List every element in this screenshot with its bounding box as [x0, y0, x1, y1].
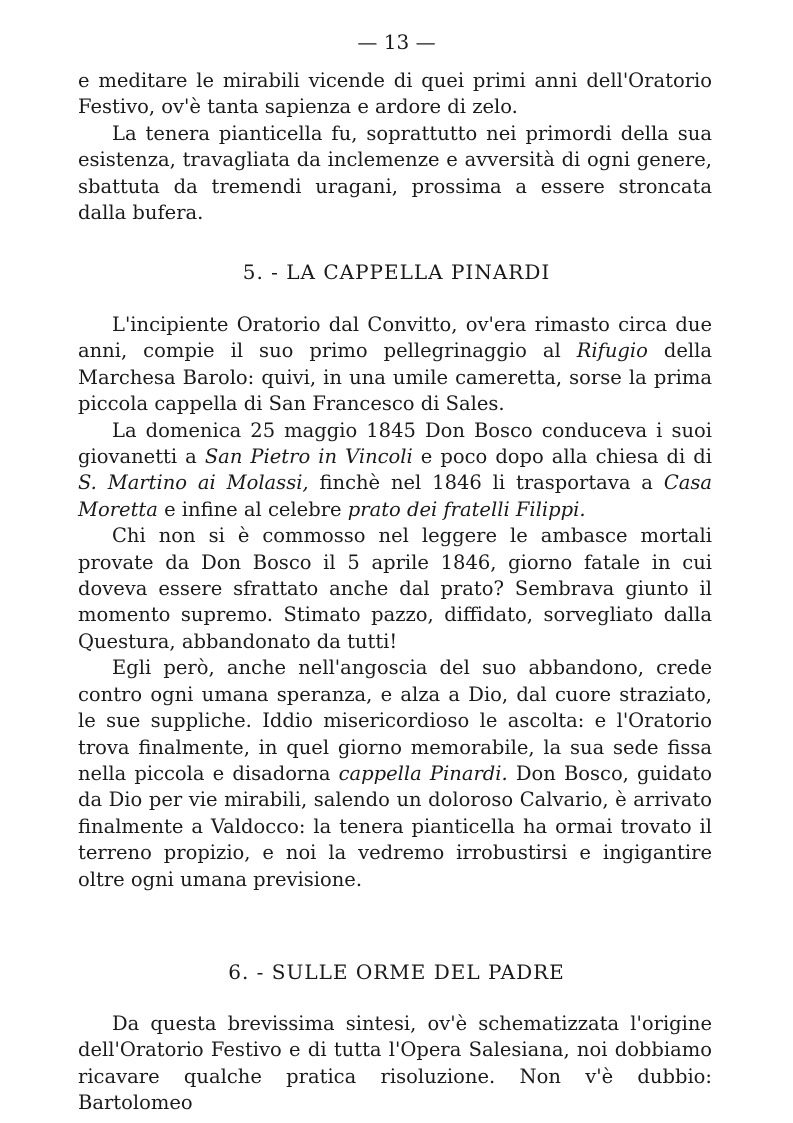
italic-prato: prato dei fratelli Filippi.	[347, 497, 586, 521]
text-run: e infine al celebre	[157, 497, 348, 521]
text-run: Don Bosco, guidato da Dio per vie mirabili, salendo un doloroso Calvario, è arrivato finalmente a Valdocco: la tenera pianticella ha ormai trovato il terreno propizio, e noi la vedremo irrobustirsi e ingigantire oltre ogni umana previsione.	[78, 761, 712, 891]
section-5-paragraph-4	[78, 655, 712, 893]
section-5-heading: 5. - LA CAPPELLA PINARDI	[242, 260, 551, 284]
italic-cappella-pinardi: cappella Pinardi.	[338, 761, 508, 785]
text-run: e poco dopo alla chiesa di di	[412, 445, 712, 469]
section-5-paragraph-3: Chi non si è commosso nel leggere le ambasce mortali provate da Don Bosco il 5 aprile 1846, giorno fatale in cui doveva essere sfrattato anche dal prato? Sembrava giunto il momento supremo. Stimato pazzo, diffidato, sorvegliato dalla Questura, abbandonato da tutti!	[78, 524, 712, 653]
text-run: L'incipiente Oratorio dal Convitto, ov'era rimasto circa due anni, compie il suo primo pellegrinaggio al	[78, 313, 712, 363]
italic-san-pietro: San Pietro in Vincoli	[204, 445, 413, 469]
text-run: finchè nel 1846 li trasportava a	[308, 471, 664, 495]
section-6-body	[78, 1011, 712, 1117]
page-number: — 13 —	[357, 30, 436, 54]
section-5-paragraph-1	[78, 312, 712, 418]
italic-casa-moretta: Casa Moretta	[78, 471, 712, 521]
section-5-paragraph-2	[78, 418, 712, 524]
section-5-body	[78, 312, 712, 893]
italic-san-martino: S. Martino ai Molassi,	[78, 471, 309, 495]
intro-text	[78, 68, 712, 226]
section-6-heading: 6. - SULLE ORME DEL PADRE	[228, 960, 565, 984]
text-run: La domenica 25 maggio 1845 Don Bosco conduceva i suoi giovanetti a	[78, 418, 712, 469]
text-run: della Marchesa Barolo: quivi, in una umile cameretta, sorse la prima piccola cappella di San Francesco di Sales.	[78, 339, 712, 416]
section-6-paragraph-1: Da questa brevissima sintesi, ov'è schematizzata l'origine dell'Oratorio Festivo e di tutta l'Opera Salesiana, noi dobbiamo ricavare qualche pratica risoluzione. Non v'è dubbio: Bartolomeo	[78, 1012, 712, 1115]
intro-paragraph-2: La tenera pianticella fu, soprattutto nei primordi della sua esistenza, travagliata da inclemenze e avversità di ogni genere, sbattuta da tremendi uragani, prossima a essere stroncata dalla bufera.	[78, 121, 712, 225]
intro-paragraph-1: e meditare le mirabili vicende di quei primi anni dell'Oratorio Festivo, ov'è tanta sapienza e ardore di zelo.	[78, 69, 712, 119]
italic-rifugio: Rifugio	[576, 339, 648, 363]
text-run: Egli però, anche nell'angoscia del suo abbandono, crede contro ogni umana speranza, e alza a Dio, dal cuore straziato, le sue suppliche. Iddio misericordioso le ascolta: e l'Oratorio trova finalmente, in quel giorno memorabile, la sua sede fissa nella piccola e disadorna	[78, 656, 712, 785]
